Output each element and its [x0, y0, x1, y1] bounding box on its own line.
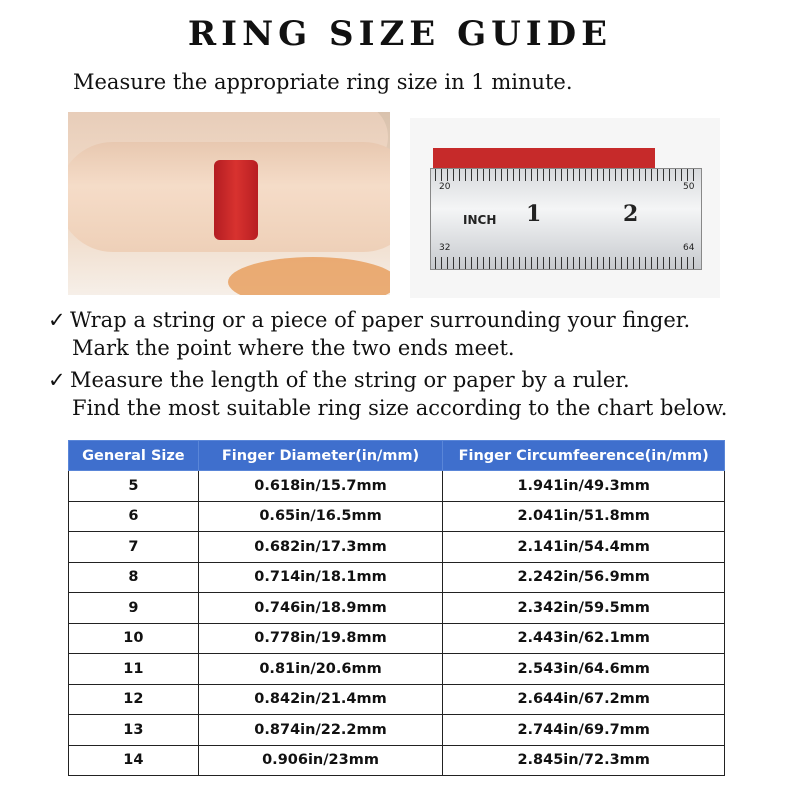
table-cell: 7 — [69, 532, 199, 563]
page-title: RING SIZE GUIDE — [187, 14, 613, 54]
ruler-unit-label: INCH — [463, 213, 497, 227]
ruler-label: 50 — [683, 182, 695, 192]
checkmark-icon: ✓ — [48, 308, 66, 332]
size-table — [68, 440, 725, 776]
subtitle: Measure the appropriate ring size in 1 minute. — [73, 70, 573, 94]
table-cell: 0.874in/22.2mm — [198, 715, 443, 746]
column-header: Finger Circumfeerence(in/mm) — [443, 441, 725, 471]
table-cell: 0.906in/23mm — [198, 745, 443, 776]
table-cell: 8 — [69, 562, 199, 593]
ruler-photo — [410, 118, 720, 298]
table-cell: 2.342in/59.5mm — [443, 593, 725, 624]
column-header: Finger Diameter(in/mm) — [198, 441, 443, 471]
table-cell: 0.81in/20.6mm — [198, 654, 443, 685]
table-row — [69, 715, 725, 746]
ruler-label: 64 — [683, 243, 695, 253]
table-cell: 0.778in/19.8mm — [198, 623, 443, 654]
table-cell: 2.141in/54.4mm — [443, 532, 725, 563]
table-cell: 0.842in/21.4mm — [198, 684, 443, 715]
step-text: Find the most suitable ring size according to the chart below. — [72, 396, 728, 420]
table-cell: 0.714in/18.1mm — [198, 562, 443, 593]
ruler-ticks-top — [435, 169, 697, 181]
table-cell: 13 — [69, 715, 199, 746]
step-text: Wrap a string or a piece of paper surrounding your finger. — [70, 308, 691, 332]
table-cell: 6 — [69, 501, 199, 532]
instruction-step — [48, 368, 728, 420]
ruler-mark: 2 — [623, 201, 639, 227]
step-text: Mark the point where the two ends meet. — [72, 336, 515, 360]
table-row — [69, 562, 725, 593]
table-cell: 14 — [69, 745, 199, 776]
checkmark-icon: ✓ — [48, 368, 66, 392]
ruler-ticks-bottom — [435, 257, 697, 269]
ruler — [430, 168, 702, 270]
table-cell: 1.941in/49.3mm — [443, 471, 725, 502]
column-header: General Size — [69, 441, 199, 471]
table-row — [69, 501, 725, 532]
ruler-mark: 1 — [526, 201, 542, 227]
table-header-row — [69, 441, 725, 471]
table-cell: 2.744in/69.7mm — [443, 715, 725, 746]
table-row — [69, 684, 725, 715]
table-row — [69, 623, 725, 654]
table-row — [69, 745, 725, 776]
table-cell: 0.682in/17.3mm — [198, 532, 443, 563]
table-cell: 2.845in/72.3mm — [443, 745, 725, 776]
paper-strip — [433, 148, 655, 170]
table-cell: 9 — [69, 593, 199, 624]
instruction-step — [48, 308, 691, 360]
table-row — [69, 593, 725, 624]
finger-photo — [68, 112, 390, 295]
table-cell: 0.618in/15.7mm — [198, 471, 443, 502]
table-row — [69, 471, 725, 502]
table-cell: 2.041in/51.8mm — [443, 501, 725, 532]
table-cell: 2.443in/62.1mm — [443, 623, 725, 654]
table-cell: 0.746in/18.9mm — [198, 593, 443, 624]
step-text: Measure the length of the string or paper by a ruler. — [70, 368, 630, 392]
background-blur — [228, 257, 390, 295]
paper-band — [214, 160, 258, 240]
table-cell: 2.242in/56.9mm — [443, 562, 725, 593]
table-cell: 5 — [69, 471, 199, 502]
table-cell: 2.644in/67.2mm — [443, 684, 725, 715]
table-cell: 11 — [69, 654, 199, 685]
ruler-label: 32 — [439, 243, 451, 253]
table-cell: 12 — [69, 684, 199, 715]
ruler-label: 20 — [439, 182, 451, 192]
table-cell: 2.543in/64.6mm — [443, 654, 725, 685]
table-cell: 0.65in/16.5mm — [198, 501, 443, 532]
table-cell: 10 — [69, 623, 199, 654]
table-row — [69, 532, 725, 563]
table-row — [69, 654, 725, 685]
